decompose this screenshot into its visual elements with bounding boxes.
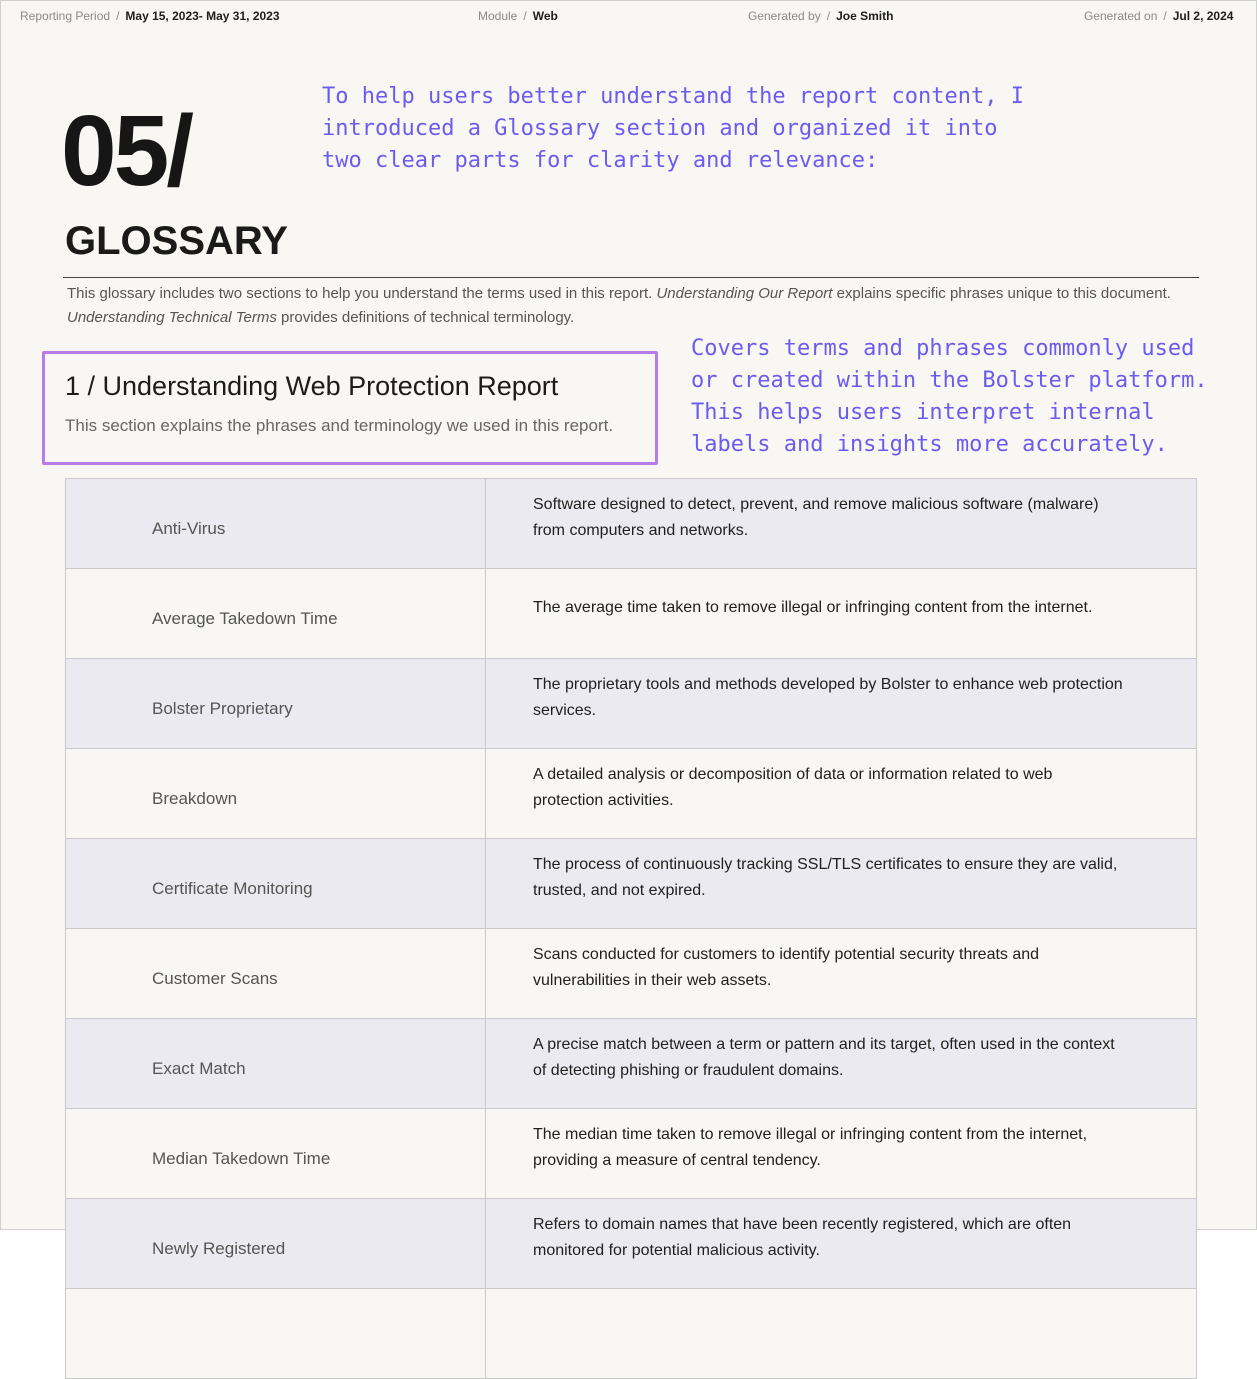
intro-emphasis: Understanding Technical Terms <box>67 308 277 326</box>
glossary-definition: The process of continuously tracking SSL/TLS certificates to ensure they are valid, trusted, and not expired. <box>533 855 1118 899</box>
meta-label: Module <box>478 9 518 23</box>
glossary-term: Newly Registered <box>66 1199 486 1289</box>
table-row <box>66 1199 1197 1289</box>
meta-generated-by <box>748 9 893 23</box>
annotation-line: two clear parts for clarity and relevance: <box>322 148 879 173</box>
annotation-line: introduced a Glossary section and organized it into <box>322 116 998 141</box>
meta-generated-on <box>1084 9 1233 23</box>
intro-text: This glossary includes two sections to help you understand the terms used in this report. <box>67 285 657 302</box>
glossary-definition-cell <box>486 659 1197 749</box>
meta-separator: / <box>116 9 120 23</box>
glossary-term: Bolster Proprietary <box>66 659 486 749</box>
glossary-definition-cell <box>486 1019 1197 1109</box>
glossary-definition: A detailed analysis or decomposition of data or information related to web protection activities. <box>533 765 1053 809</box>
glossary-table <box>65 478 1197 1379</box>
intro-emphasis: Understanding Our Report <box>656 285 833 302</box>
meta-value: Jul 2, 2024 <box>1172 9 1234 23</box>
meta-value: Web <box>532 9 558 23</box>
glossary-term: Average Takedown Time <box>66 569 486 659</box>
table-row <box>66 839 1197 929</box>
page-title: GLOSSARY <box>65 219 288 263</box>
annotation-line: Covers terms and phrases commonly used <box>691 336 1195 361</box>
table-row <box>66 659 1197 749</box>
annotation-section-note <box>691 333 1208 461</box>
glossary-term: Certificate Monitoring <box>66 839 486 929</box>
meta-separator: / <box>523 9 527 23</box>
glossary-definition: The median time taken to remove illegal or infringing content from the internet, providing a measure of central tendency. <box>533 1125 1088 1169</box>
section-number: 05/ <box>61 95 192 207</box>
glossary-definition-cell <box>486 1289 1197 1379</box>
table-row <box>66 749 1197 839</box>
glossary-definition: Scans conducted for customers to identify potential security threats and vulnerabilities in their web assets. <box>533 945 1040 989</box>
glossary-term: Breakdown <box>66 749 486 839</box>
table-row <box>66 1109 1197 1199</box>
glossary-definition: Refers to domain names that have been recently registered, which are often monitored for potential malicious activity. <box>533 1215 1072 1259</box>
intro-text: explains specific phrases unique to this document. <box>832 285 1171 302</box>
intro-text: provides definitions of technical terminology. <box>276 308 575 326</box>
glossary-definition-cell <box>486 1199 1197 1289</box>
glossary-term: Anti-Virus <box>66 479 486 569</box>
meta-reporting-period <box>20 9 280 23</box>
glossary-term: Median Takedown Time <box>66 1109 486 1199</box>
glossary-definition-cell <box>486 749 1197 839</box>
title-divider <box>63 277 1199 278</box>
table-row <box>66 929 1197 1019</box>
annotation-line: labels and insights more accurately. <box>691 432 1168 457</box>
meta-label: Reporting Period <box>20 9 111 23</box>
section-highlight-box <box>42 351 658 465</box>
annotation-line: This helps users interpret internal <box>691 400 1155 425</box>
meta-label: Generated by <box>748 9 821 23</box>
annotation-line: To help users better understand the report content, I <box>322 84 1024 109</box>
glossary-definition-cell <box>486 569 1197 659</box>
table-row <box>66 479 1197 569</box>
glossary-term: Exact Match <box>66 1019 486 1109</box>
section-description: This section explains the phrases and terminology we used in this report. <box>65 416 614 435</box>
glossary-definition: The average time taken to remove illegal or infringing content from the internet. <box>533 598 1093 616</box>
meta-module <box>478 9 558 23</box>
glossary-definition: A precise match between a term or pattern and its target, often used in the context of detecting phishing or fraudulent domains. <box>533 1035 1115 1079</box>
glossary-term <box>66 1289 486 1379</box>
glossary-definition: The proprietary tools and methods developed by Bolster to enhance web protection services. <box>533 675 1123 719</box>
section-heading: 1 / Understanding Web Protection Report <box>65 371 559 401</box>
glossary-definition-cell <box>486 1109 1197 1199</box>
annotation-glossary-note <box>322 81 1024 177</box>
glossary-definition-cell <box>486 929 1197 1019</box>
table-row <box>66 1289 1197 1379</box>
glossary-term: Customer Scans <box>66 929 486 1019</box>
table-row <box>66 1019 1197 1109</box>
glossary-intro <box>67 282 1187 329</box>
table-row <box>66 569 1197 659</box>
glossary-definition: Software designed to detect, prevent, and remove malicious software (malware) from computers and networks. <box>533 495 1099 539</box>
meta-value: May 15, 2023- May 31, 2023 <box>125 9 280 23</box>
glossary-definition-cell <box>486 839 1197 929</box>
meta-label: Generated on <box>1084 9 1158 23</box>
glossary-definition-cell <box>486 479 1197 569</box>
meta-separator: / <box>826 9 831 23</box>
meta-value: Joe Smith <box>836 9 894 23</box>
annotation-line: or created within the Bolster platform. <box>691 368 1208 393</box>
meta-separator: / <box>1163 9 1167 23</box>
